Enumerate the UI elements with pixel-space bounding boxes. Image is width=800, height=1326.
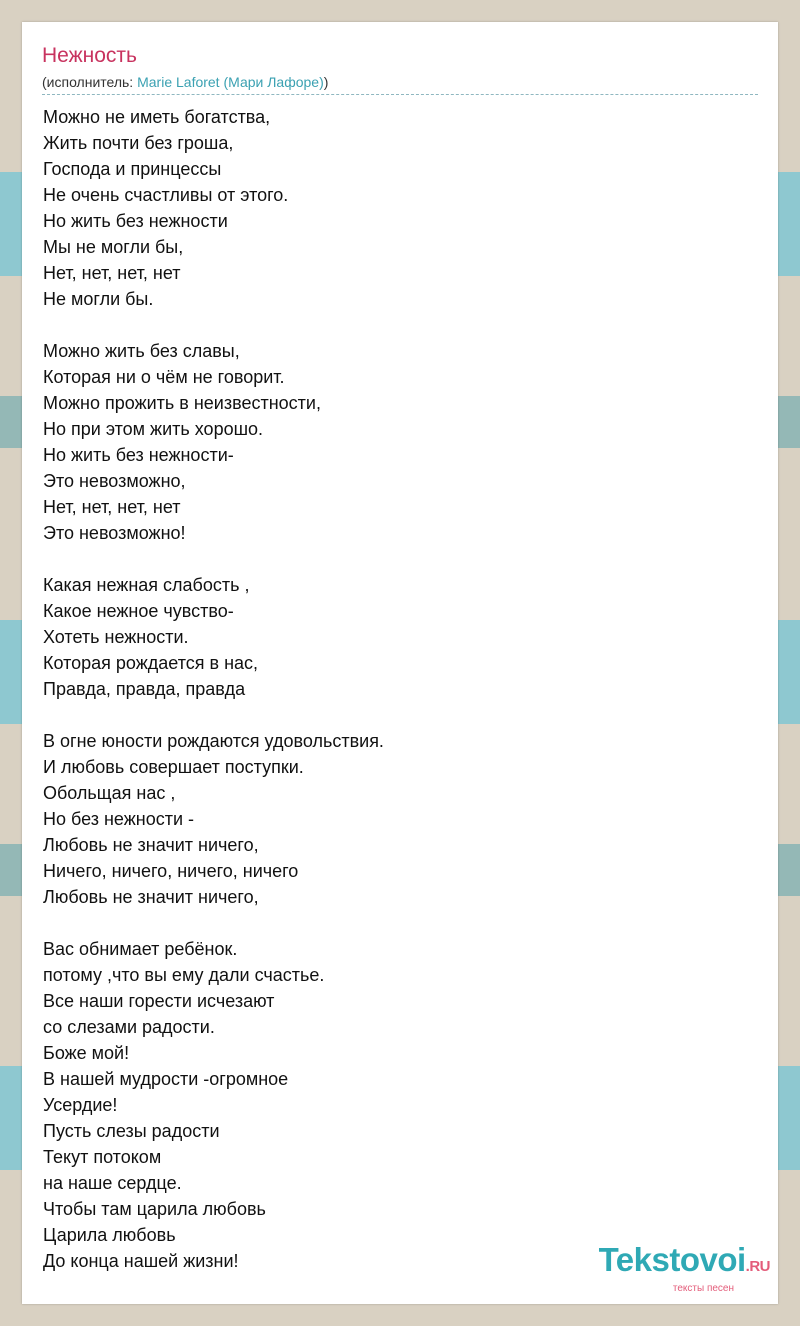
lyric-line: Жить почти без гроша, bbox=[43, 133, 234, 153]
lyric-line: Все наши горести исчезают bbox=[43, 991, 275, 1011]
lyric-line: Правда, правда, правда bbox=[43, 679, 246, 699]
lyric-line: со слезами радости. bbox=[43, 1017, 215, 1037]
site-logo[interactable] bbox=[599, 1243, 770, 1294]
lyric-line: Но без нежности - bbox=[43, 809, 195, 829]
artist-line bbox=[42, 72, 758, 95]
logo-wordmark bbox=[599, 1243, 770, 1284]
artist-suffix: ) bbox=[323, 74, 329, 90]
lyric-line: Которая рождается в нас, bbox=[43, 653, 259, 673]
lyric-line: потому ,что вы ему дали счастье. bbox=[43, 965, 325, 985]
lyric-line: Какое нежное чувство- bbox=[43, 601, 234, 621]
lyric-line: Не очень счастливы от этого. bbox=[43, 185, 289, 205]
lyric-line: Но жить без нежности- bbox=[43, 445, 234, 465]
lyric-line: Нет, нет, нет, нет bbox=[43, 263, 181, 283]
lyric-line: В нашей мудрости -огромное bbox=[43, 1069, 289, 1089]
lyric-line: Любовь не значит ничего, bbox=[43, 835, 259, 855]
lyric-line: Обольщая нас , bbox=[43, 783, 176, 803]
lyric-line: Можно не иметь богатства, bbox=[43, 107, 271, 127]
stanza-gap bbox=[43, 910, 384, 936]
lyric-line: Господа и принцессы bbox=[43, 159, 222, 179]
lyric-line: И любовь совершает поступки. bbox=[43, 757, 304, 777]
lyric-line: Пусть слезы радости bbox=[43, 1121, 220, 1141]
lyric-line: Текут потоком bbox=[43, 1147, 162, 1167]
lyric-line: Хотеть нежности. bbox=[43, 627, 189, 647]
lyric-line: Можно жить без славы, bbox=[43, 341, 240, 361]
lyric-line: Какая нежная слабость , bbox=[43, 575, 250, 595]
lyric-line: Усердие! bbox=[43, 1095, 118, 1115]
lyric-line: на наше сердце. bbox=[43, 1173, 182, 1193]
lyric-line: Чтобы там царила любовь bbox=[43, 1199, 266, 1219]
lyric-line: Ничего, ничего, ничего, ничего bbox=[43, 861, 299, 881]
lyrics-body bbox=[43, 104, 384, 1274]
lyric-line: До конца нашей жизни! bbox=[43, 1251, 239, 1271]
lyric-line: Нет, нет, нет, нет bbox=[43, 497, 181, 517]
stanza-gap bbox=[43, 546, 384, 572]
lyric-line: Это невозможно, bbox=[43, 471, 186, 491]
lyric-line: Это невозможно! bbox=[43, 523, 186, 543]
lyric-line: Которая ни о чём не говорит. bbox=[43, 367, 285, 387]
artist-link[interactable]: Marie Laforet (Мари Лафоре) bbox=[137, 74, 324, 90]
lyric-line: Можно прожить в неизвестности, bbox=[43, 393, 321, 413]
lyric-line: Боже мой! bbox=[43, 1043, 130, 1063]
lyric-line: Вас обнимает ребёнок. bbox=[43, 939, 238, 959]
stanza-gap bbox=[43, 702, 384, 728]
song-title: Нежность bbox=[42, 44, 137, 67]
lyric-line: Но жить без нежности bbox=[43, 211, 228, 231]
logo-tagline: тексты песен bbox=[672, 1283, 734, 1294]
lyric-line: В огне юности рождаются удовольствия. bbox=[43, 731, 384, 751]
lyrics-card bbox=[22, 22, 778, 1304]
stanza-gap bbox=[43, 312, 384, 338]
lyric-line: Любовь не значит ничего, bbox=[43, 887, 259, 907]
lyric-line: Не могли бы. bbox=[43, 289, 154, 309]
lyric-line: Но при этом жить хорошо. bbox=[43, 419, 264, 439]
lyric-line: Царила любовь bbox=[43, 1225, 176, 1245]
lyric-line: Мы не могли бы, bbox=[43, 237, 184, 257]
artist-prefix: (исполнитель: bbox=[42, 74, 138, 90]
logo-tld: .RU bbox=[745, 1258, 770, 1275]
logo-name: Tekstovoi bbox=[598, 1241, 746, 1278]
